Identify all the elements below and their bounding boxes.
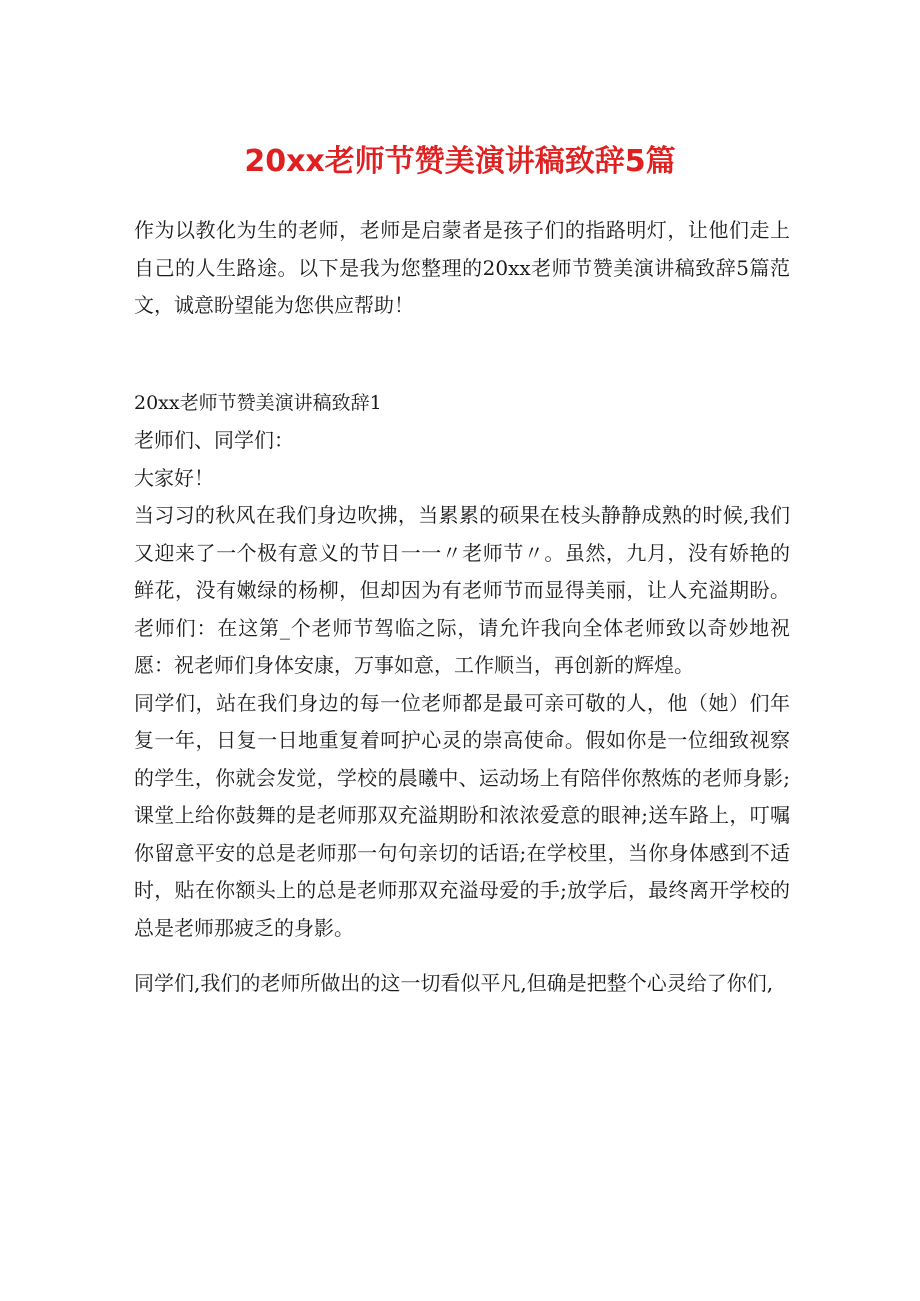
intro-paragraph: 作为以教化为生的老师，老师是启蒙者是孩子们的指路明灯，让他们走上自己的人生路途。以下是我为您整理的20xx老师节赞美演讲稿致辞5篇范文，诚意盼望能为您供应帮助！ bbox=[134, 218, 790, 317]
body-paragraph: 同学们，站在我们身边的每一位老师都是最可亲可敬的人，他（她）们年复一年，日复一日地重复着呵护心灵的崇高使命。假如你是一位细致视察的学生，你就会发觉，学校的晨曦中、运动场上有陪伴你熬炼的老师身影;课堂上给你鼓舞的是老师那双充溢期盼和浓浓爱意的眼神;送车路上，叮嘱你留意平安的总是老师那一句句亲切的话语;在学校里，当你身体感到不适时，贴在你额头上的总是老师那双充溢母爱的手;放学后，最终离开学校的总是老师那疲乏的身影。 bbox=[134, 690, 790, 940]
document-body bbox=[134, 212, 790, 1003]
body-paragraph: 当习习的秋风在我们身边吹拂，当累累的硕果在枝头静静成熟的时候,我们又迎来了一个极有意义的节日一一〃老师节〃。虽然，九月，没有娇艳的鲜花，没有嫩绿的杨柳，但却因为有老师节而显得美丽，让人充溢期盼。老师们：在这第_个老师节驾临之际，请允许我向全体老师致以奇妙地祝愿：祝老师们身体安康，万事如意，工作顺当，再创新的辉煌。 bbox=[134, 503, 790, 677]
salutation: 老师们、同学们： bbox=[134, 428, 294, 452]
greeting: 大家好！ bbox=[134, 465, 214, 490]
document-title: 20xx老师节赞美演讲稿致辞5篇 bbox=[244, 144, 676, 179]
body-paragraph: 同学们,我们的老师所做出的这一切看似平凡,但确是把整个心灵给了你们, bbox=[134, 971, 774, 995]
section-heading: 20xx老师节赞美演讲稿致辞1 bbox=[134, 391, 382, 414]
